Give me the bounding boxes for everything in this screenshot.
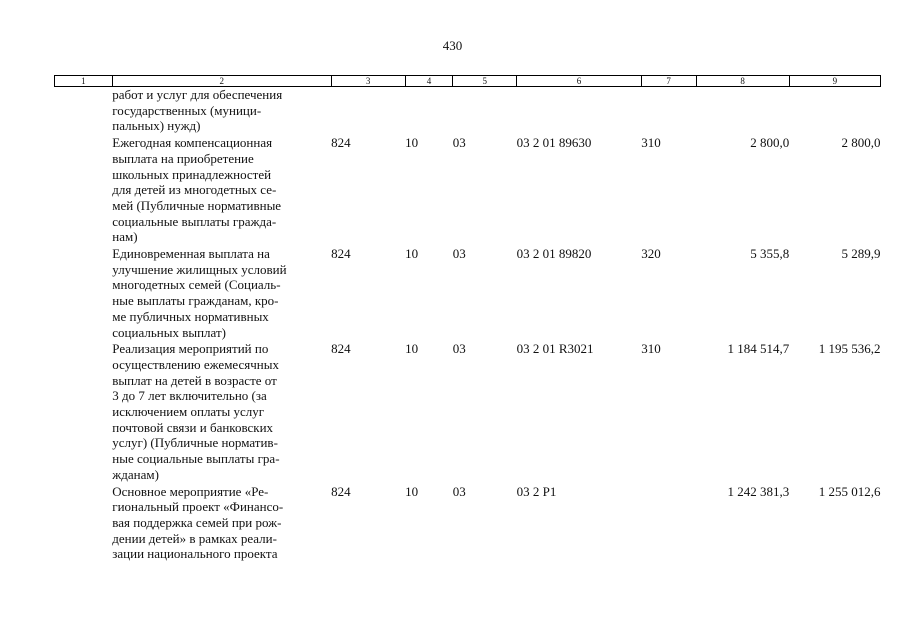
target-article-cell: 03 2 01 89630 — [516, 135, 592, 151]
column-header: 5 — [453, 76, 517, 87]
item-name-cell — [112, 135, 331, 246]
amount-year2-cell: 1 195 536,2 — [818, 341, 881, 357]
grbs-code-cell: 824 — [331, 135, 351, 151]
column-header: 2 — [112, 76, 331, 87]
section-code-cell: 10 — [405, 483, 419, 499]
item-name-line: улучшение жилищных условий — [112, 261, 287, 277]
item-name-line: дении детей» в рамках реали- — [112, 530, 277, 546]
expense-type-cell — [641, 484, 696, 564]
column-header: 7 — [641, 76, 696, 87]
subsection-code-cell — [453, 87, 517, 136]
item-name-line: многодетных семей (Социаль- — [112, 277, 281, 293]
item-name-line: Основное мероприятие «Ре- — [112, 483, 269, 499]
item-name-line: социальных выплат) — [112, 324, 226, 340]
grbs-code-cell: 824 — [331, 246, 351, 262]
item-name-line: ные социальные выплаты гра- — [112, 451, 280, 467]
row-number-cell — [55, 87, 113, 136]
item-name-line: школьных принадлежностей — [112, 166, 272, 182]
column-header: 9 — [789, 76, 880, 87]
page-number: 430 — [442, 38, 463, 53]
amount-year1-cell — [696, 87, 789, 136]
item-name-line: вая поддержка семей при рож- — [112, 514, 282, 530]
column-header: 1 — [55, 76, 113, 87]
subsection-code-cell: 03 — [452, 135, 466, 151]
amount-year1-cell: 1 242 381,3 — [727, 483, 790, 499]
table-row — [55, 246, 881, 341]
item-name-line: жданам) — [112, 466, 159, 482]
item-name-line: социальные выплаты гражда- — [112, 213, 277, 229]
amount-year1-cell: 1 184 514,7 — [727, 341, 790, 357]
table-row — [55, 341, 881, 483]
grbs-code-cell: 824 — [331, 483, 351, 499]
amount-year1-cell: 2 800,0 — [750, 135, 790, 151]
subsection-code-cell: 03 — [452, 341, 466, 357]
item-name-line: работ и услуг для обеспечения — [112, 87, 283, 102]
item-name-cell — [112, 341, 331, 483]
subsection-code-cell: 03 — [452, 483, 466, 499]
section-code-cell: 10 — [405, 246, 419, 262]
item-name-cell — [112, 484, 331, 564]
item-name-line: для детей из многодетных се- — [112, 182, 277, 198]
expense-type-cell — [641, 87, 696, 136]
item-name-line: Единовременная выплата на — [112, 246, 270, 262]
target-article-cell: 03 2 01 R3021 — [516, 341, 594, 357]
item-name-cell — [112, 246, 331, 341]
grbs-code-cell — [331, 87, 405, 136]
item-name-line: нам) — [112, 229, 138, 245]
item-name-line: Реализация мероприятий по — [112, 341, 269, 357]
section-code-cell: 10 — [405, 135, 419, 151]
item-name-line: пальных) нужд) — [112, 118, 201, 134]
section-code-cell — [405, 87, 453, 136]
table-body — [55, 87, 881, 564]
row-number-cell — [55, 135, 113, 246]
grbs-code-cell: 824 — [331, 341, 351, 357]
item-name-line: ные выплаты гражданам, кро- — [112, 293, 279, 309]
item-name-line: зации национального проекта — [112, 546, 278, 562]
column-header: 6 — [517, 76, 642, 87]
row-number-cell — [55, 341, 113, 483]
table-row — [55, 484, 881, 564]
item-name-cell — [112, 87, 331, 136]
expense-type-cell: 320 — [641, 246, 661, 262]
item-name-line: осуществлению ежемесячных — [112, 356, 279, 372]
row-number-cell — [55, 484, 113, 564]
column-header: 8 — [696, 76, 789, 87]
amount-year1-cell: 5 355,8 — [750, 246, 790, 262]
item-name-line: ме публичных нормативных — [112, 308, 269, 324]
item-name-line: гиональный проект «Финансо- — [112, 499, 284, 515]
row-number-cell — [55, 246, 113, 341]
item-name-line: исключением оплаты услуг — [112, 404, 265, 420]
subsection-code-cell: 03 — [452, 246, 466, 262]
column-header: 3 — [331, 76, 405, 87]
expense-type-cell: 310 — [641, 135, 661, 151]
amount-year2-cell — [789, 87, 880, 136]
table-row — [55, 135, 881, 246]
target-article-cell — [517, 87, 642, 136]
item-name-line: услуг) (Публичные норматив- — [112, 435, 278, 451]
column-number-row — [55, 76, 881, 87]
column-header: 4 — [405, 76, 453, 87]
target-article-cell: 03 2 01 89820 — [516, 246, 592, 262]
item-name-line: 3 до 7 лет включительно (за — [112, 388, 267, 404]
amount-year2-cell: 2 800,0 — [841, 135, 881, 151]
amount-year2-cell: 5 289,9 — [841, 246, 881, 262]
target-article-cell: 03 2 P1 — [516, 483, 557, 499]
item-name-line: выплата на приобретение — [112, 150, 254, 166]
item-name-line: Ежегодная компенсационная — [112, 135, 273, 151]
item-name-line: государственных (муници- — [112, 102, 262, 118]
table-row — [55, 87, 881, 136]
budget-table — [54, 75, 881, 563]
amount-year2-cell: 1 255 012,6 — [818, 483, 881, 499]
expense-type-cell: 310 — [641, 341, 661, 357]
section-code-cell: 10 — [405, 341, 419, 357]
item-name-line: выплат на детей в возрасте от — [112, 372, 277, 388]
item-name-line: мей (Публичные нормативные — [112, 197, 282, 213]
item-name-line: почтовой связи и банковских — [112, 419, 274, 435]
